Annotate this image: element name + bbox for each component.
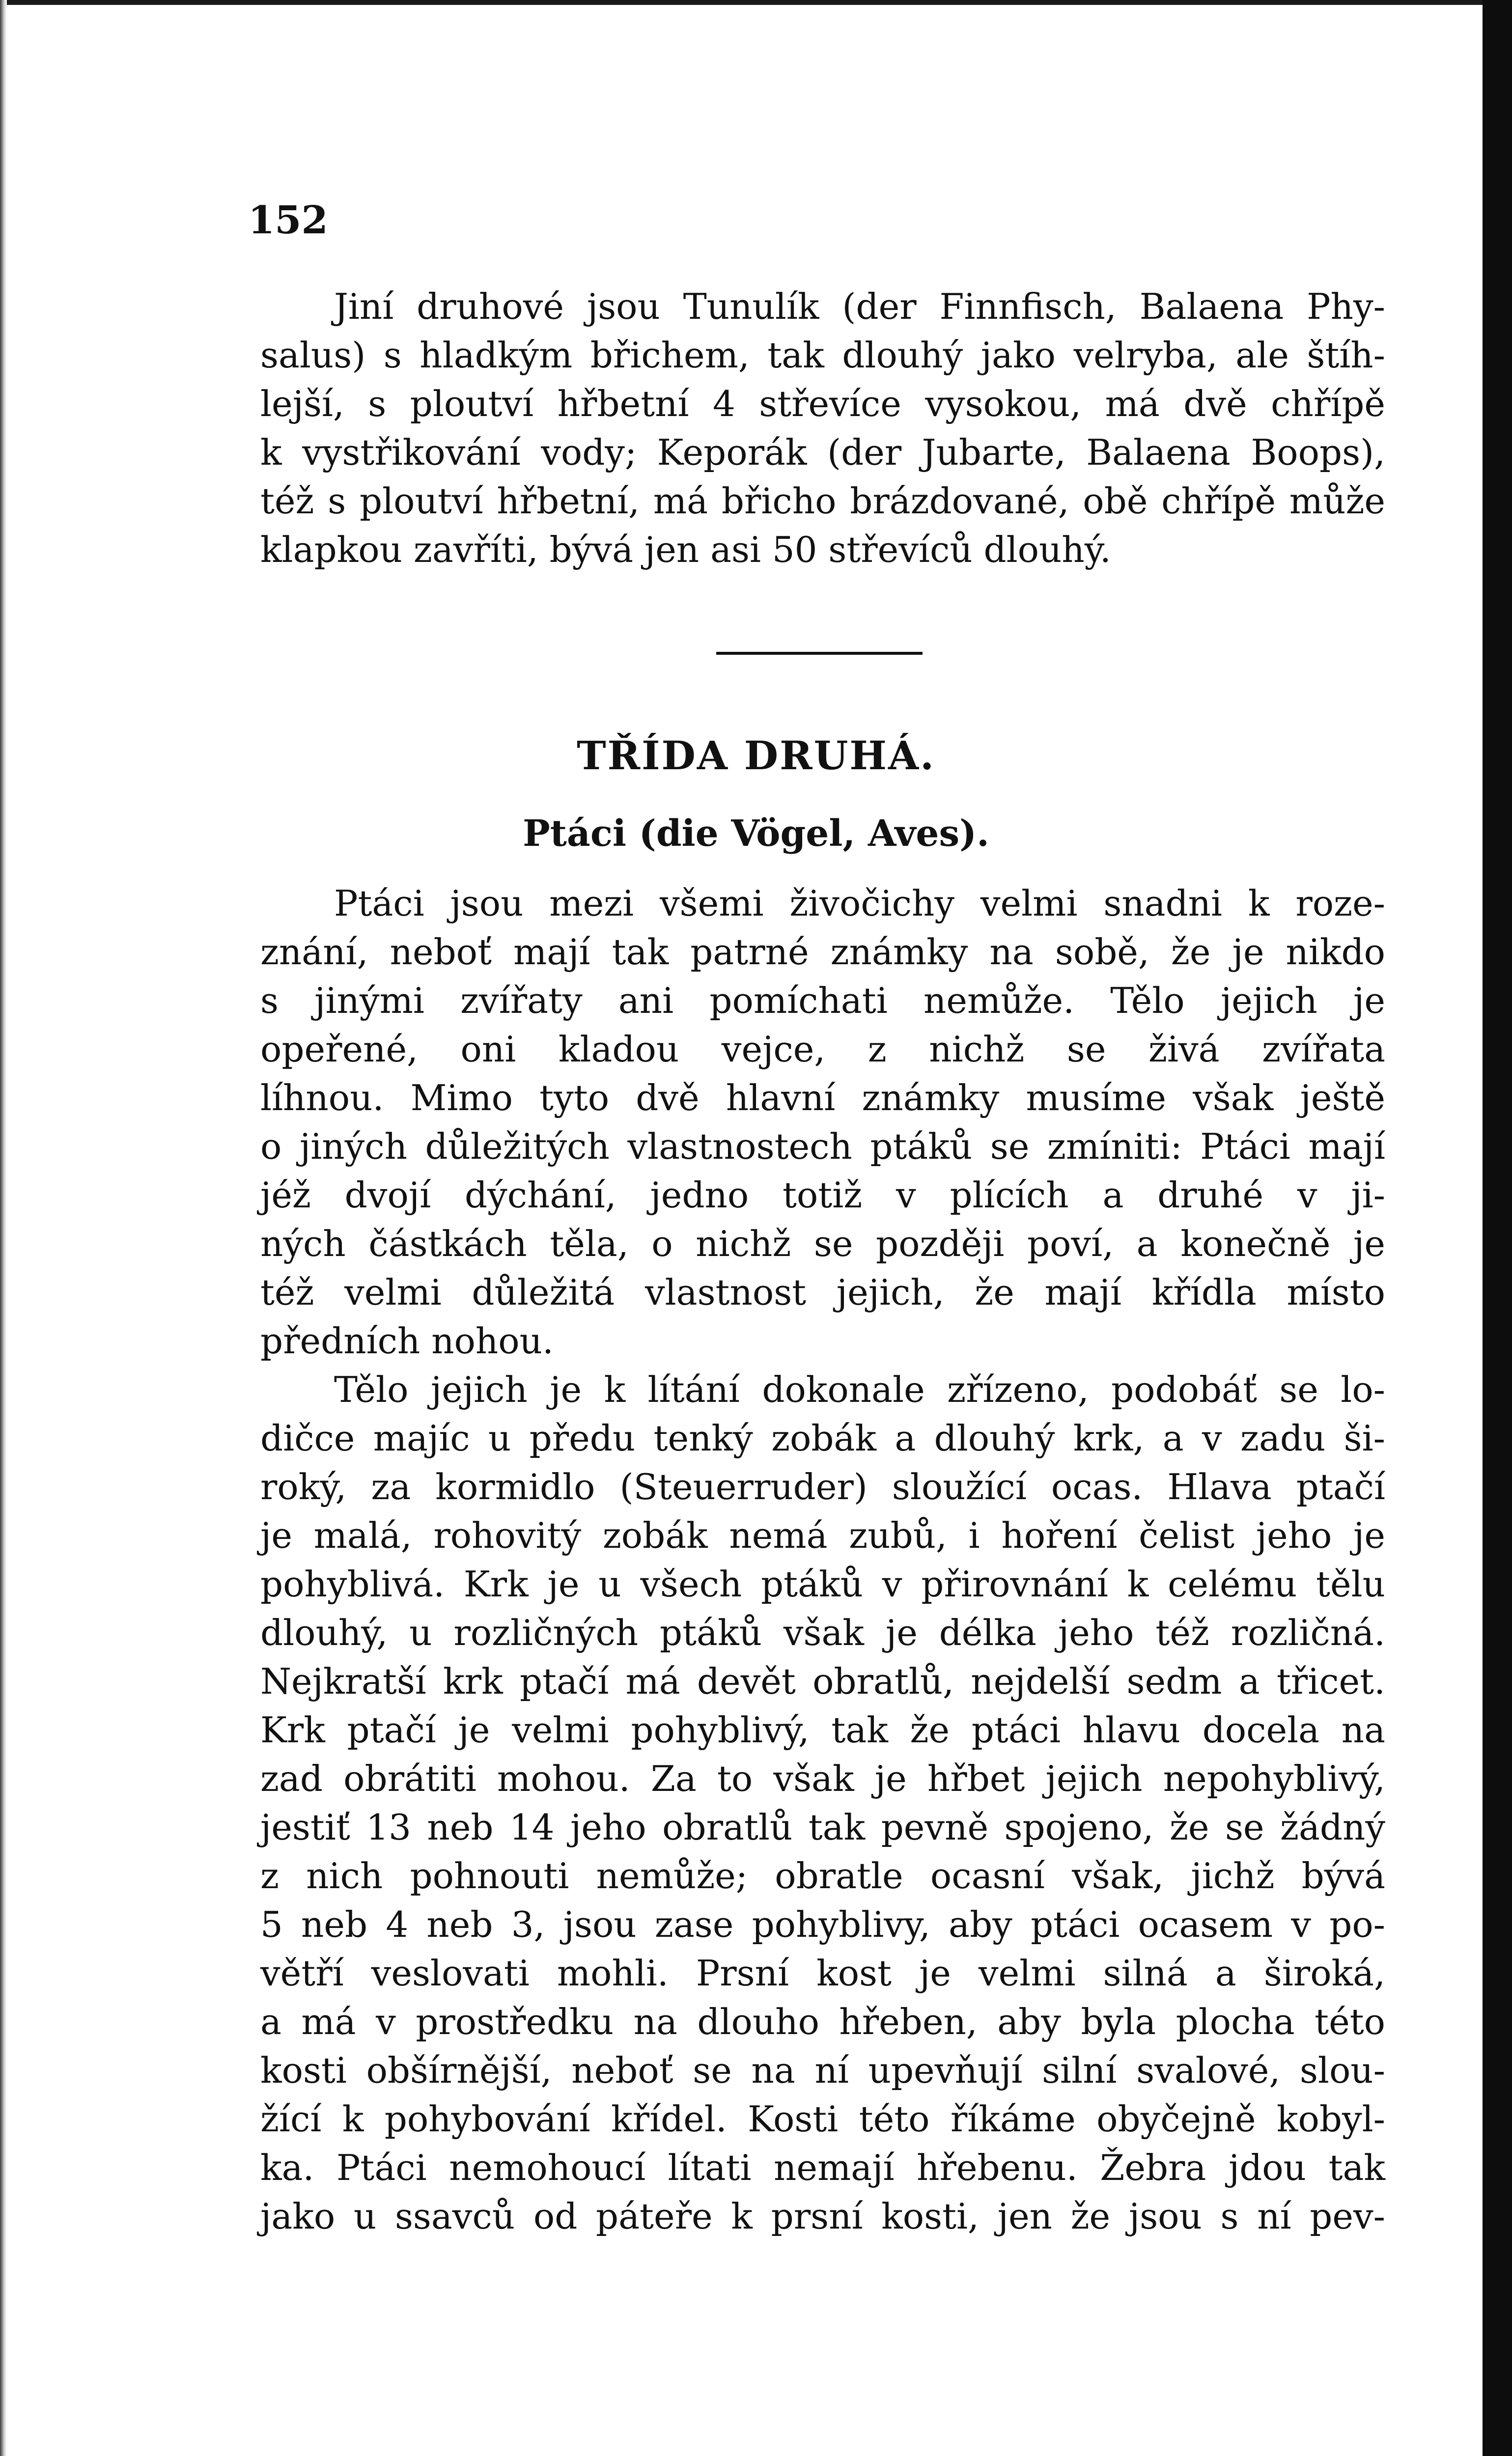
- text-line: zad obrátiti mohou. Za to však je hřbet jejich nepohyblivý,: [260, 1758, 1385, 1799]
- text-line: též s ploutví hřbetní, má břicho brázdované, obě chřípě může: [260, 480, 1385, 522]
- text-line: jéž dvojí dýchání, jedno totiž v plících a druhé v ji-: [260, 1174, 1385, 1216]
- text-line: opeřené, oni kladou vejce, z nichž se živá zvířata: [260, 1029, 1385, 1070]
- text-line: k vystřikování vody; Keporák (der Jubarte, Balaena Boops),: [260, 432, 1385, 473]
- text-line: jestiť 13 neb 14 jeho obratlů tak pevně spojeno, že se žádný: [260, 1807, 1385, 1848]
- text-line: 5 neb 4 neb 3, jsou zase pohyblivy, aby ptáci ocasem v po-: [260, 1904, 1385, 1945]
- subsection-title: Ptáci (die Vögel, Aves).: [523, 812, 989, 855]
- text-line: znání, neboť mají tak patrné známky na sobě, že je nikdo: [260, 931, 1385, 973]
- text-line: o jiných důležitých vlastnostech ptáků se zmíniti: Ptáci mají: [260, 1126, 1385, 1167]
- text-line: je malá, rohovitý zobák nemá zubů, i hoření čelist jeho je: [260, 1515, 1385, 1556]
- text-line: předních nohou.: [260, 1320, 554, 1362]
- scan-border-right: [1483, 0, 1512, 2456]
- text-line: klapkou zavříti, bývá jen asi 50 střevíců dlouhý.: [260, 529, 1111, 570]
- text-line: kosti obšírnější, neboť se na ní upevňují silní svalové, slou-: [260, 2050, 1385, 2091]
- text-line: jako u ssavců od páteře k prsní kosti, jen že jsou s ní pev-: [260, 2196, 1385, 2237]
- text-line: a má v prostředku na dlouho hřeben, aby byla plocha této: [260, 2001, 1385, 2042]
- paragraph-birds: [260, 879, 1385, 2241]
- text-line: Ptáci jsou mezi všemi živočichy velmi snadni k roze-: [334, 883, 1385, 924]
- text-line: ných částkách těla, o nichž se později poví, a konečně je: [260, 1223, 1385, 1264]
- scan-border-left: [0, 0, 7, 2456]
- text-line: větří veslovati mohli. Prsní kost je velmi silná a široká,: [260, 1953, 1385, 1994]
- text-line: s jinými zvířaty ani pomíchati nemůže. Tělo jejich je: [260, 980, 1385, 1021]
- paragraph-whales: [260, 282, 1385, 574]
- text-line: Nejkratší krk ptačí má devět obratlů, nejdelší sedm a třicet.: [260, 1661, 1385, 1702]
- page-number: 152: [248, 198, 328, 243]
- text-line: dičce majíc u předu tenký zobák a dlouhý krk, a v zadu ši-: [260, 1418, 1385, 1459]
- text-line: roký, za kormidlo (Steuerruder) sloužící ocas. Hlava ptačí: [260, 1466, 1385, 1507]
- text-line: líhnou. Mimo tyto dvě hlavní známky musíme však ještě: [260, 1077, 1385, 1118]
- text-line: žící k pohybování křídel. Kosti této říkáme obyčejně kobyl-: [260, 2098, 1385, 2140]
- section-title: TŘÍDA DRUHÁ.: [577, 732, 935, 779]
- text-line: též velmi důležitá vlastnost jejich, že mají křídla místo: [260, 1272, 1385, 1313]
- text-line: z nich pohnouti nemůže; obratle ocasní však, jichž bývá: [260, 1855, 1385, 1897]
- text-line: salus) s hladkým břichem, tak dlouhý jako velryba, ale štíh-: [260, 335, 1385, 376]
- text-line: ka. Ptáci nemohoucí lítati nemají hřebenu. Žebra jdou tak: [260, 2147, 1385, 2188]
- section-divider: [716, 652, 923, 655]
- text-line: Jiní druhové jsou Tunulík (der Finnfisch, Balaena Phy-: [334, 286, 1385, 327]
- text-line: Krk ptačí je velmi pohyblivý, tak že ptáci hlavu docela na: [260, 1709, 1385, 1751]
- text-line: dlouhý, u rozličných ptáků však je délka jeho též rozličná.: [260, 1612, 1385, 1653]
- text-line: lejší, s ploutví hřbetní 4 střevíce vysokou, má dvě chřípě: [260, 383, 1385, 424]
- text-line: pohyblivá. Krk je u všech ptáků v přirovnání k celému tělu: [260, 1563, 1385, 1605]
- text-line: Tělo jejich je k lítání dokonale zřízeno, podobáť se lo-: [334, 1369, 1385, 1410]
- scan-border-top: [0, 0, 1512, 5]
